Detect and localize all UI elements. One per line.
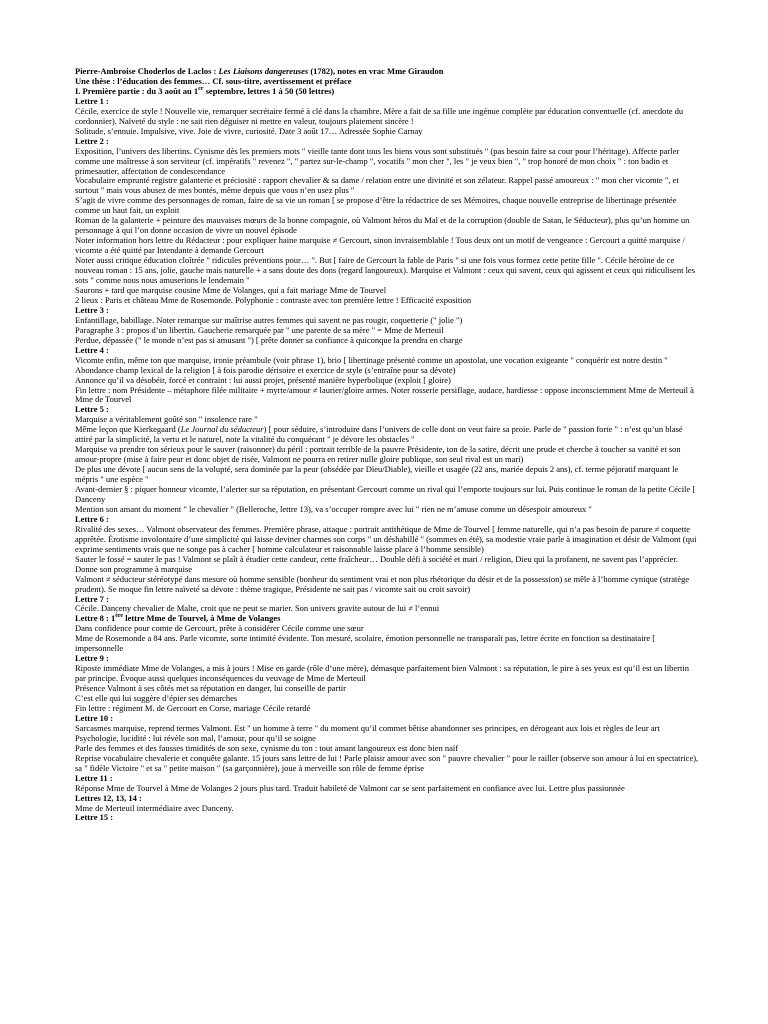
superscript: ère	[115, 613, 124, 620]
notes-body	[75, 97, 699, 824]
letter-heading: Lettre 7 :	[75, 593, 109, 604]
letter-heading: Lettre 9 :	[75, 653, 109, 664]
note-paragraph: Marquise a véritablement goûté son " insolence rare "	[75, 414, 258, 425]
note-paragraph: Fin lettre : nom Présidente – métaphore filée militaire + myrte/amour ≠ laurier/gloire armes. Noter rosserie persiflage, audace, hardiesse : oppose inconsciemment Mme de Merteuil à Mme de Tourvel	[75, 384, 694, 405]
paragraph-text: Lettre 8 : 1	[75, 613, 116, 624]
note-paragraph: Sarcasmes marquise, reprend termes Valmont. Est " un homme à terre " du moment qu’il commet bêtise abandonner ses principes, en dérogeant aux lois et règles de leur art	[75, 722, 660, 733]
note-paragraph: Paragraphe 3 : propos d’un libertin. Gaucherie remarquée par " une parente de sa mère " = Mme de Merteuil	[75, 324, 444, 335]
note-paragraph: Mention son amant du moment " le chevalier " (Belleroche, lettre 13), va s’occuper rompre avec lui " rien ne m’amuse comme un désespoir amoureux "	[75, 503, 592, 514]
letter-heading: Lettre 3 :	[75, 304, 109, 315]
note-paragraph: Rivalité des sexes… Valmont observateur des femmes. Première phrase, attaque : portrait antithétique de Mme de Tourvel [ femme naturelle, qui n’a pas besoin de parure ≠ coquette apprêtée. Érotisme involontaire d’une simplicité qui laisse deviner charmes son corps " un déshabillé " (sommes en été), sa modestie vraie parle à imagination et désir de Valmont (qui exprime sentiments vrais que ne songe pas à cacher [ homme calculateur et raisonnable laisse place à l’homme sensible)	[75, 523, 697, 554]
note-paragraph: Valmont ≠ séducteur stéréotypé dans mesure où homme sensible (bonheur du sentiment vrai et non plus rhétorique du désir et de la possession) se mêle à l’homme cynique (stratège prudent). Se moque fin lettre naïveté sa dévote : thème tragique, Présidente ne sait pas / vicomte sait ou croit savoir)	[75, 573, 690, 594]
note-paragraph: Mme de Merteuil intermédiaire avec Danceny.	[75, 802, 234, 813]
document-page	[75, 67, 699, 823]
note-paragraph: Présence Valmont à ses côtés met sa réputation en danger, lui conseille de partir	[75, 683, 346, 694]
letter-heading: Lettre 4 :	[75, 344, 109, 355]
letter-heading: Lettre 1 :	[75, 95, 109, 106]
note-paragraph: Fin lettre : régiment M. de Gercourt en Corse, mariage Cécile retardé	[75, 703, 311, 713]
note-paragraph: Marquise va prendre ton sérieux pour le sauver (raisonner) du péril : portrait terrible de la pauvre Présidente, ton de la satire, décrit une prude et cherche à toucher sa vanité et son amour-propre (mise à faire peur et donc objet de risée, Valmont ne pourra en retirer nulle gloire publique, son seul rival est un mari)	[75, 444, 681, 465]
note-paragraph: Annonce qu’il va désobéir, forcé et contraint : lui aussi projet, présenté manière hyperbolique (exploit [ gloire)	[75, 374, 451, 385]
note-paragraph: 2 lieux : Paris et château Mme de Rosemonde. Polyphonie : contraste avec ton première lettre ! Efficacité exposition	[75, 294, 472, 305]
paragraph-text: lettre Mme de Tourvel, à Mme de Volanges	[123, 613, 281, 624]
note-paragraph: Reprise vocabulaire chevalerie et conquête galante. 15 jours sans lettre de lui ! Parle plaisir amour avec son " pauvre chevalier " pour le railler (observe son amour à lui en spectatrice), sa " fidèle Victoire " et sa " petite maison " (sa garçonnière), joue à merveille son rôle de femme éprise	[75, 752, 699, 773]
note-paragraph: Parle des femmes et des fausses timidités de son sexe, cynisme du ton : tout amant langoureux est donc bien naïf	[75, 742, 459, 753]
note-paragraph	[75, 425, 699, 445]
letter-heading: Lettre 10 :	[75, 712, 114, 723]
author-name: Pierre-Ambroise Choderlos de Laclos :	[75, 66, 219, 76]
note-paragraph: Cécile. Danceny chevalier de Malte, croit que ne peut se marier. Son univers gravite autour de lui ≠ l’ennui	[75, 603, 440, 614]
note-paragraph: Vocabulaire emprunté registre galanterie et préciosité : rapport chevalier & sa dame / relation entre une divinité et son zélateur. Rappel passé amoureux : " mon cher vicomte ", et surtout " mais vous abusez de mes bontés, même depuis que vous n’en usez plus "	[75, 175, 679, 196]
note-paragraph: Abondance champ lexical de la religion [ à fois parodie dérisoire et exercice de style (s’entraîne pour sa dévote)	[75, 364, 456, 375]
paragraph-text: Même leçon que Kierkegaard (	[75, 424, 181, 435]
note-paragraph: Noter aussi critique éducation cloîtrée " ridicules préventions pour… ". But [ faire de Gercourt la fable de Paris " si une fois vous formez cette petite fille ". Cécile héroïne de ce nouveau roman : 15 ans, jolie, gauche mais naturelle + a sans doute des dons (regard langoureux). Marquise et Valmont : ceux qui savent, ceux qui agissent et ceux qui ridiculisent les sots " comme nous nous amuserions le lendemain "	[75, 255, 696, 286]
letter-heading: Lettre 2 :	[75, 135, 109, 146]
note-paragraph: Sauter le fossé = sauter le pas ! Valmont se plaît à étudier cette candeur, cette fraîcheur… Double défi à société et mari / religion, Dieu qui la profanent, ne savent pas l’apprécier. Donne son programme à marquise	[75, 553, 678, 574]
note-paragraph: Cécile, exercice de style ! Nouvelle vie, remarquer secrétaire fermé à clé dans la chambre. Mère a fait de sa fille une ingénue complète par éducation conventuelle (cf. anecdote du cordonnier). Naïveté du style : ne sait rien déguiser ni mettre en valeur, toujours platement sincère !	[75, 105, 684, 126]
note-paragraph: Réponse Mme de Tourvel à Mme de Volanges 2 jours plus tard. Traduit habileté de Valmont car se sent parfaitement en confiance avec lui. Lettre plus passionnée	[75, 782, 625, 793]
letter-heading: Lettre 11 :	[75, 772, 113, 783]
note-paragraph: Psychologie, lucidité : lui révèle son mal, l’amour, pour qu’il se soigne	[75, 732, 316, 743]
letter-heading: Lettres 12, 13, 14 :	[75, 792, 142, 803]
letter-heading: Lettre 15 :	[75, 812, 114, 823]
note-paragraph: Roman de la galanterie + peinture des mauvaises mœurs de la bonne compagnie, où Valmont héros du Mal et de la corruption (double de Satan, le Séducteur), plus qu’un homme un personnage à qui l’on donne occasion de vivre un nouvel épisode	[75, 215, 690, 236]
title-suffix: (1782), notes en vrac Mme Giraudon	[308, 66, 444, 76]
note-paragraph: De plus une dévote [ aucun sens de la volupté, sera dominée par la peur (obsédée par Dieu/Diable), vieille et usagée (22 ans, mariée depuis 2 ans), cf. terme péjoratif marquant le mépris " une espèce "	[75, 464, 679, 485]
note-paragraph: Saurons + tard que marquise cousine Mme de Volanges, qui a fait mariage Mme de Tourvel	[75, 284, 387, 295]
note-paragraph: Solitude, s’ennuie. Impulsive, vive. Joie de vivre, curiosité. Date 3 août 17… Adressée Sophie Carnay	[75, 125, 423, 136]
part-heading	[75, 87, 699, 97]
letter-heading: Lettre 5 :	[75, 404, 109, 415]
theme-line: Une thèse : l’éducation des femmes… Cf. sous-titre, avertissement et préface	[75, 75, 352, 86]
letter-heading: Lettre 6 :	[75, 513, 109, 524]
part-heading-end: septembre, lettres 1 à 50 (50 lettres)	[203, 85, 335, 96]
note-paragraph: Enfantillage, babillage. Noter remarque sur maîtrise autres femmes qui savent ne pas rougir, coquetterie (" jolie ")	[75, 314, 463, 325]
note-paragraph: Mme de Rosemonde a 84 ans. Parle vicomte, sorte intimité évidente. Ton mesuré, scolaire, émotion personnelle ne transparaît pas, lettre écrite en fonction sa destinataire [ impersonnelle	[75, 633, 656, 654]
note-paragraph: C’est elle qui lui suggère d’épier ses démarches	[75, 693, 238, 704]
note-paragraph: Exposition, l’univers des libertins. Cynisme dès les premiers mots " vieille tante dont tous les biens vous sont substitués " (pas besoin faire sa cour pour l’héritage). Affecte parler comme une maîtresse à son serviteur (cf. impératifs " revenez ", " partez sur-le-champ ", vocatifs " mon cher ", les " je veux bien ", " trop honoré de mon choix " : ton badin et primesautier, affectation de condescendance	[75, 145, 680, 176]
note-paragraph: Noter information hors lettre du Rédacteur : pour expliquer haine marquise ≠ Gercourt, sinon invraisemblable ! Tous deux ont un motif de vengeance : Gercourt a quitté marquise / vicomte a été quitté par Intendante à demande Gercourt	[75, 235, 685, 256]
note-paragraph: Dans confidence pour comte de Gercourt, prête à considérer Cécile comme une sœur	[75, 623, 364, 634]
note-paragraph: Vicomte enfin, même ton que marquise, ironie préambule (voir phrase 1), brio [ libertinage présenté comme un apostolat, une vocation exigeante " conquérir est notre destin "	[75, 354, 668, 365]
note-paragraph: Perdue, dépassée (" le monde n’est pas si amusant ") [ prête donner sa confiance à quiconque la prendra en charge	[75, 334, 463, 345]
note-paragraph: S’agit de vivre comme des personnages de roman, faire de sa vie un roman [ se propose d’être la rédactrice de ses Mémoires, chaque nouvelle entreprise de libertinage présentée comme un haut fait, un exploit	[75, 195, 677, 216]
italic-title: Le Journal du séducteur	[180, 424, 264, 435]
part-heading-superscript: er	[198, 86, 204, 93]
paragraph-text: ) [ pour séduire, s’introduire dans l’univers de celle dont on veut faire sa proie. Parle de " passion forte " : n’est qu’un blasé attiré par la simplicité, la vertu et le naturel, note la vitalité du conquérant " je dévore les obstacles "	[75, 424, 683, 445]
note-paragraph: Riposte immédiate Mme de Volanges, a mis à jours ! Mise en garde (rôle d’une mère), démasque parfaitement bien Valmont : sa réputation, le pire à ses yeux est qu’il est un libertin par principe. Évoque aussi quelques inconséquences du veuvage de Mme de Merteuil	[75, 663, 689, 684]
part-heading-start: I. Première partie : du 3 août au 1	[75, 85, 199, 96]
note-paragraph: Avant-dernier § : piquer honneur vicomte, l’alerter sur sa réputation, en présentant Gercourt comme un rival qui l’emporte toujours sur lui. Puis continue le roman de la petite Cécile [ Danceny	[75, 484, 696, 504]
work-title: Les Liaisons dangereuses	[218, 66, 309, 76]
